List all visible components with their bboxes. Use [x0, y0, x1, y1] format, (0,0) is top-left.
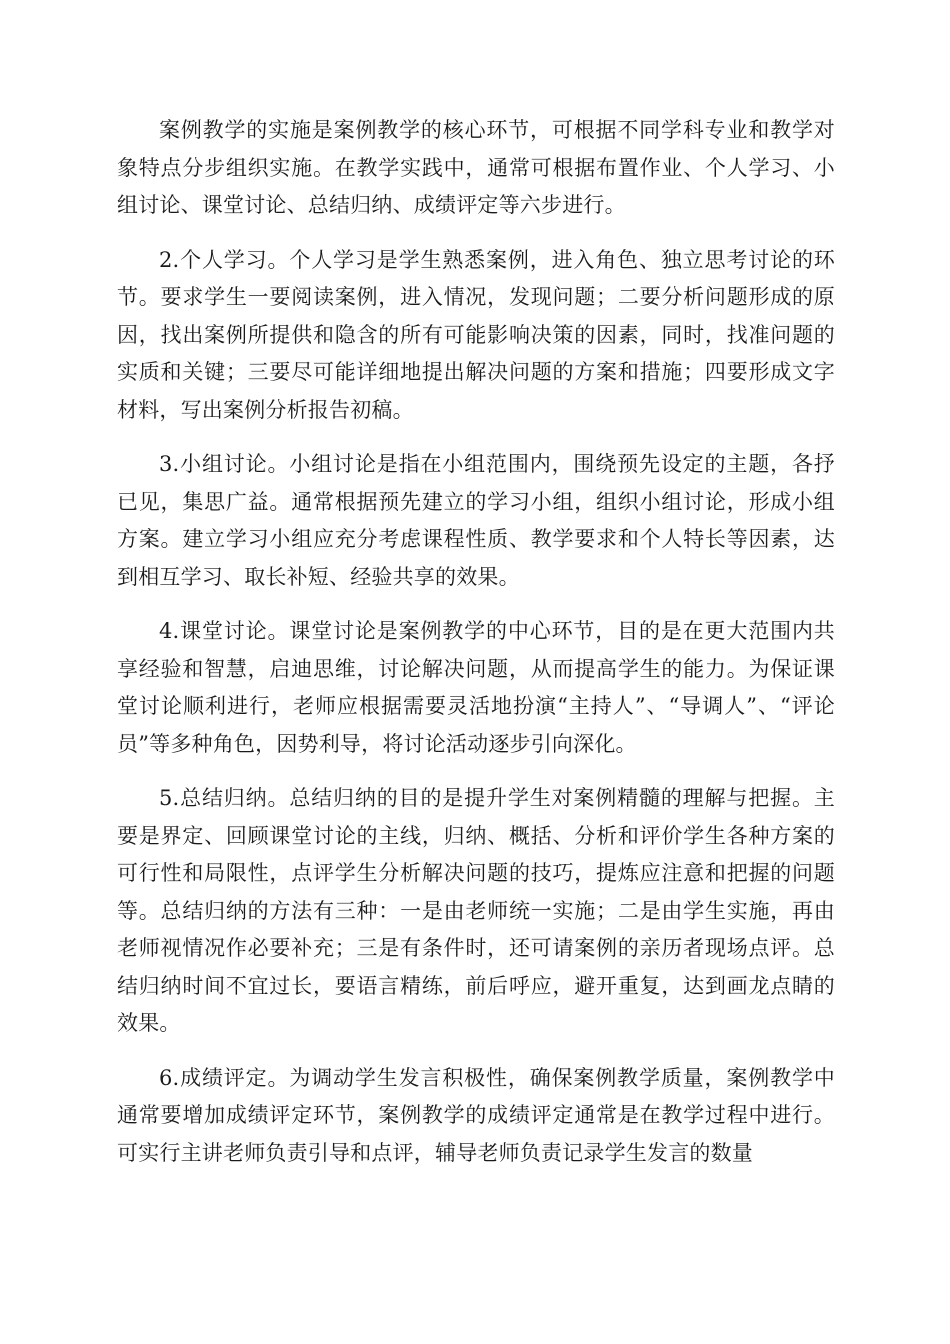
- paragraph-summary: 5.总结归纳。总结归纳的目的是提升学生对案例精髓的理解与把握。主要是界定、回顾课堂讨论的主线，归纳、概括、分析和评价学生各种方案的可行性和局限性，点评学生分析解决问题的技巧，提炼应注意和把握的问题等。总结归纳的方法有三种：一是由老师统一实施；二是由学生实施，再由老师视情况作必要补充；三是有条件时，还可请案例的亲历者现场点评。总结归纳时间不宜过长，要语言精练，前后呼应，避开重复，达到画龙点睛的效果。: [117, 786, 835, 1035]
- paragraph-class-discussion: 4.课堂讨论。课堂讨论是案例教学的中心环节，目的是在更大范围内共享经验和智慧，启迪思维，讨论解决问题，从而提高学生的能力。为保证课堂讨论顺利进行，老师应根据需要灵活地扮演“主持人”、“导调人”、“评论员”等多种角色，因势利导，将讨论活动逐步引向深化。: [117, 619, 835, 756]
- paragraph-intro: 案例教学的实施是案例教学的核心环节，可根据不同学科专业和教学对象特点分步组织实施。在教学实践中，通常可根据布置作业、个人学习、小组讨论、课堂讨论、总结归纳、成绩评定等六步进行。: [117, 118, 835, 217]
- paragraph-individual-study: 2.个人学习。个人学习是学生熟悉案例，进入角色、独立思考讨论的环节。要求学生一要阅读案例，进入情况，发现问题；二要分析问题形成的原因，找出案例所提供和隐含的所有可能影响决策的因素，同时，找准问题的实质和关键；三要尽可能详细地提出解决问题的方案和措施；四要形成文字材料，写出案例分析报告初稿。: [117, 247, 835, 422]
- paragraph-group-discussion: 3.小组讨论。小组讨论是指在小组范围内，围绕预先设定的主题，各抒已见，集思广益。通常根据预先建立的学习小组，组织小组讨论，形成小组方案。建立学习小组应充分考虑课程性质、教学要求和个人特长等因素，达到相互学习、取长补短、经验共享的效果。: [117, 452, 835, 589]
- document-body: [117, 112, 835, 1189]
- paragraph-grading: 6.成绩评定。为调动学生发言积极性，确保案例教学质量，案例教学中通常要增加成绩评定环节，案例教学的成绩评定通常是在教学过程中进行。可实行主讲老师负责引导和点评，辅导老师负责记录学生发言的数量: [117, 1065, 835, 1165]
